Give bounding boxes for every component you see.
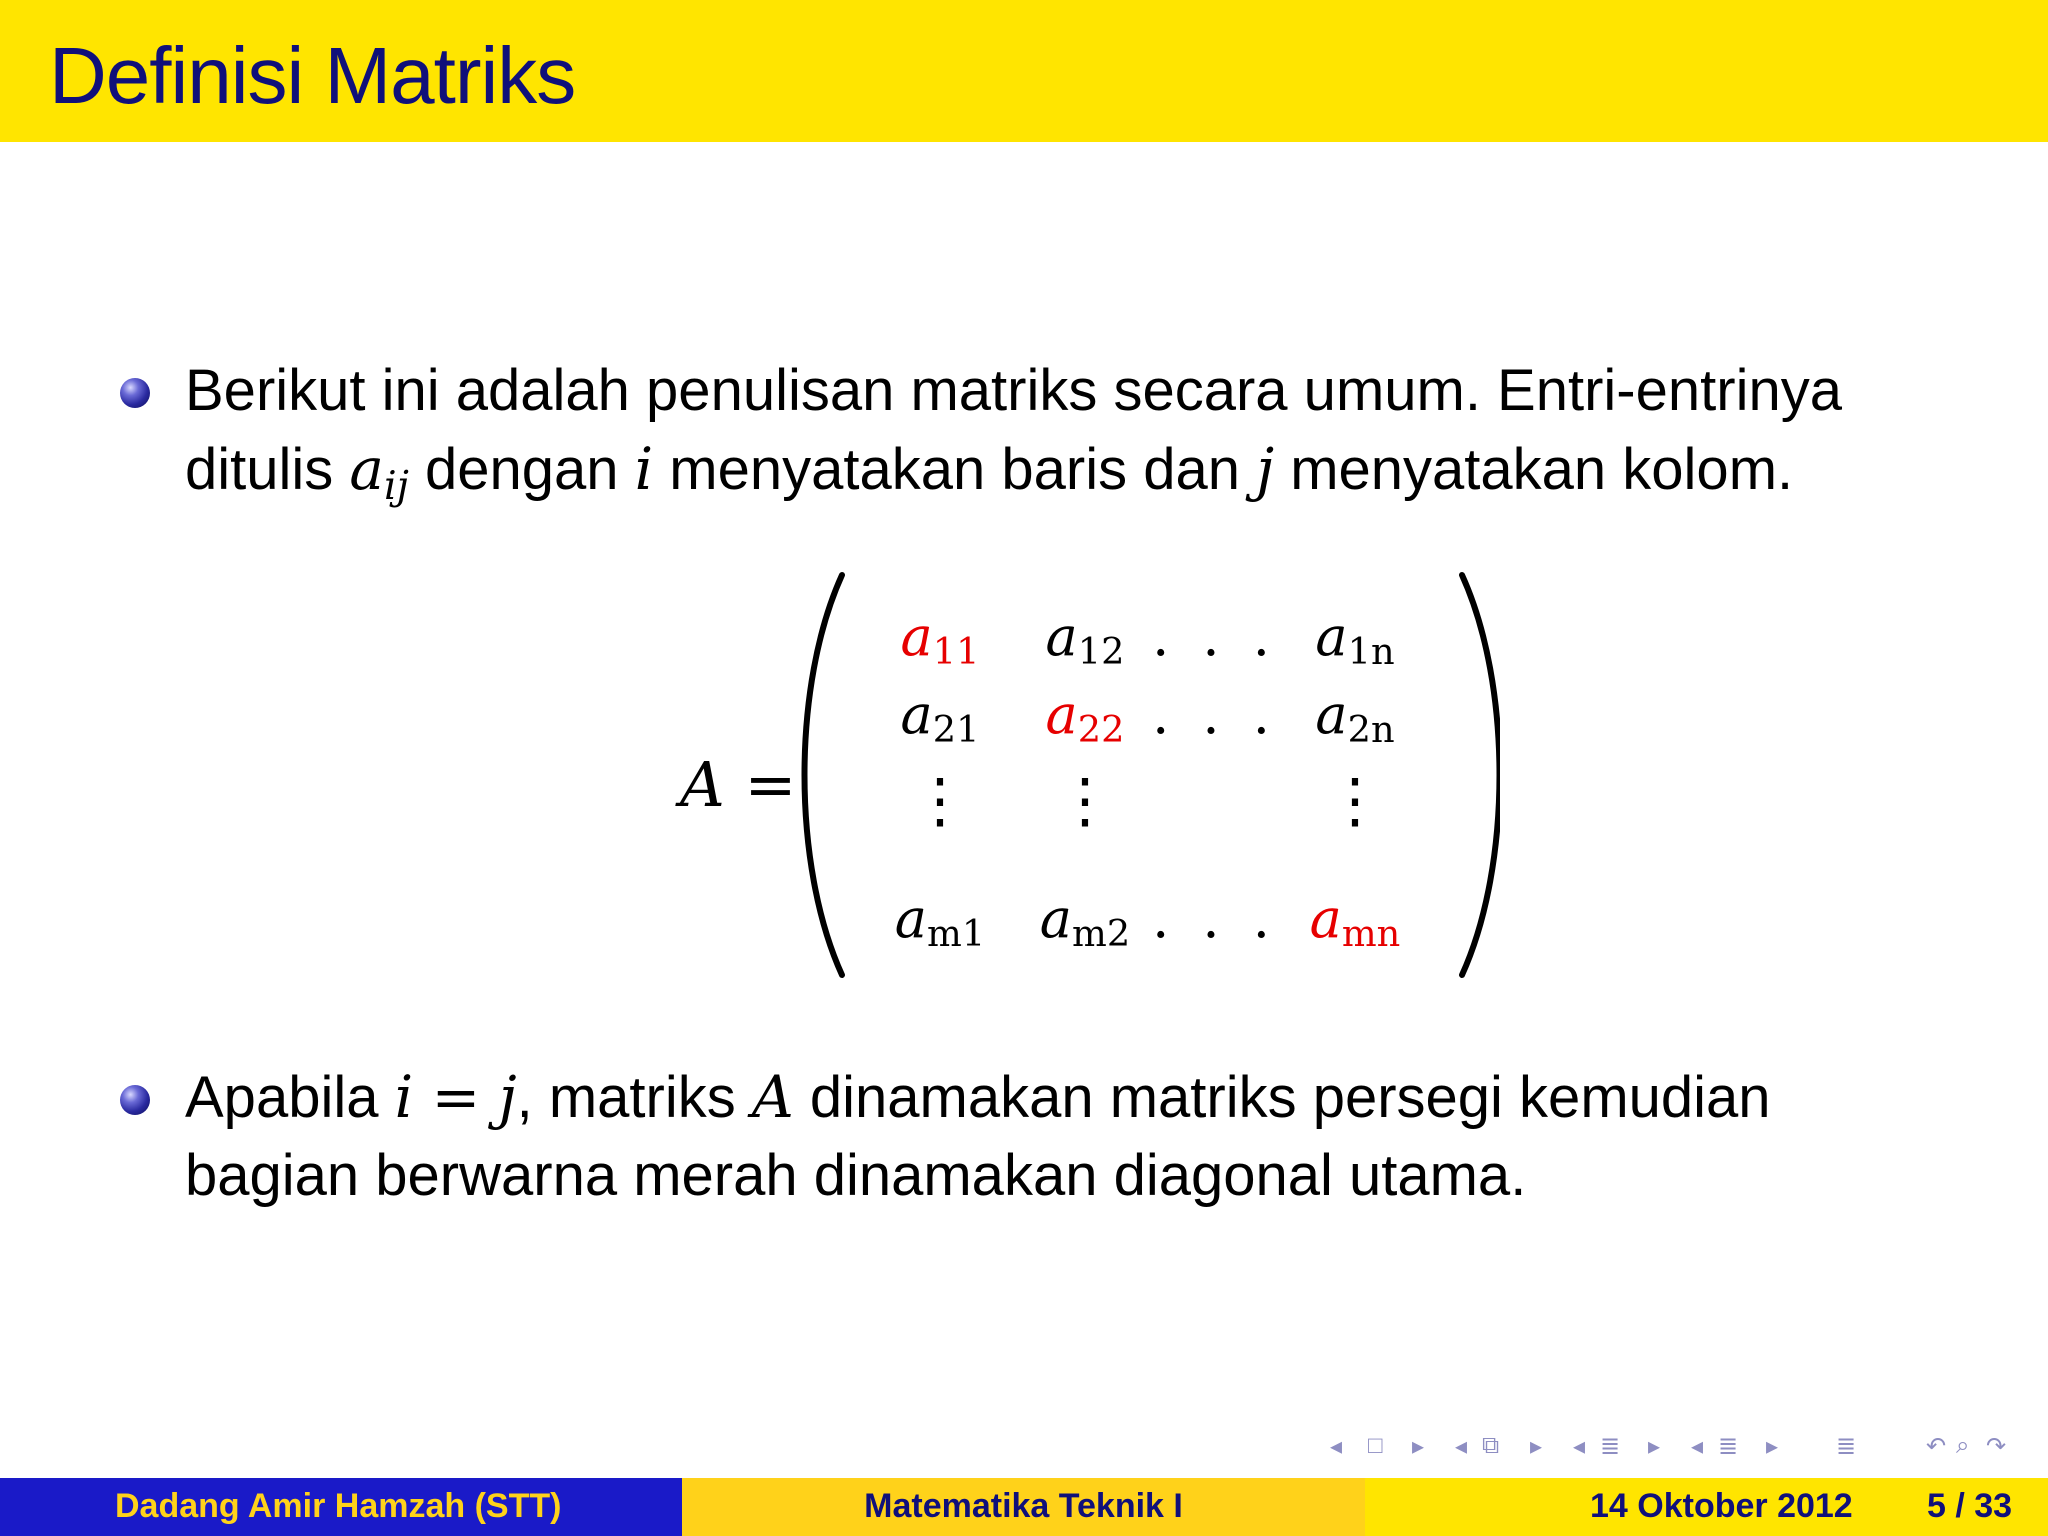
matrix-entry-a2n: $a_{2n}$ (1315, 683, 1395, 752)
frame-icon[interactable]: □ (1368, 1432, 1383, 1459)
arrow-left-icon[interactable]: ◂ (1573, 1433, 1586, 1460)
footer-course-box (682, 1478, 1365, 1536)
matrix-vdots: ⋮ (1055, 766, 1115, 836)
matrix-entry-amn: $a_{mn}$ (1309, 887, 1401, 956)
math-subscript: ij (384, 462, 409, 509)
footer-author-box (0, 1478, 682, 1536)
footer-date-box (1365, 1478, 2048, 1536)
math-a-ij (349, 435, 409, 509)
text-run: menyatakan kolom. (1274, 437, 1794, 502)
math-var-i: i (634, 435, 654, 503)
title-bar (0, 0, 2048, 142)
redo-icon[interactable]: ↷ (1986, 1433, 2007, 1460)
matrix-vdots: ⋮ (1325, 766, 1385, 836)
matrix-hdots: . . . (1152, 683, 1278, 746)
footer-course: Matematika Teknik I (864, 1487, 1183, 1525)
search-icon[interactable]: ⌕ (1956, 1432, 1970, 1459)
text-run: , matriks (516, 1065, 752, 1130)
text-run: menyatakan baris dan (653, 437, 1257, 502)
left-paren (805, 575, 843, 975)
text-run: dengan (408, 437, 635, 502)
bullet-icon (120, 1085, 150, 1115)
math-var-j: j (1256, 435, 1275, 503)
matrix-entry-a12: $a_{12}$ (1045, 605, 1125, 674)
arrow-right-icon[interactable]: ▸ (1530, 1433, 1543, 1460)
matrix-hdots: . . . (1152, 887, 1278, 950)
math-var-A: A (751, 1063, 794, 1131)
text-run: dinamakan matriks persegi kemudian (793, 1065, 1771, 1130)
bullet-1-line-2 (185, 430, 1985, 509)
subsection-icon[interactable]: ⧉ (1482, 1432, 1500, 1459)
matrix-hdots: . . . (1152, 605, 1278, 668)
subsection-list-icon[interactable]: ≣ (1718, 1433, 1739, 1460)
text-run: Apabila (185, 1065, 395, 1130)
arrow-left-icon[interactable]: ◂ (1455, 1433, 1468, 1460)
right-paren (1462, 575, 1500, 975)
text-run: ditulis (185, 437, 350, 502)
bullet-2-line-1 (185, 1058, 1985, 1137)
bullet-2-line-2: bagian berwarna merah dinamakan diagonal utama. (185, 1143, 1527, 1208)
matrix-entry-a22: $a_{22}$ (1045, 683, 1125, 752)
arrow-right-icon[interactable]: ▸ (1412, 1433, 1425, 1460)
bullet-1-text (185, 352, 1985, 509)
matrix-lhs: A = (680, 748, 797, 821)
footer-page-number: 5 / 33 (1927, 1487, 2013, 1525)
section-icon[interactable]: ≣ (1600, 1433, 1621, 1460)
arrow-right-icon[interactable]: ▸ (1648, 1433, 1661, 1460)
slide-title: Definisi Matriks (49, 31, 576, 120)
matrix-entry-a1n: $a_{1n}$ (1315, 605, 1395, 674)
matrix-entry-am2: $a_{m2}$ (1039, 887, 1131, 956)
bullet-2-text (185, 1058, 1985, 1215)
footer-date: 14 Oktober 2012 (1590, 1487, 1853, 1525)
bullet-1-line-1: Berikut ini adalah penulisan matriks secara umum. Entri-entrinya (185, 358, 1842, 423)
beamer-navigation[interactable] (1330, 1432, 2040, 1462)
math-var: a (349, 435, 384, 503)
bullet-icon (120, 378, 150, 408)
arrow-right-icon[interactable]: ▸ (1766, 1433, 1779, 1460)
footer-author: Dadang Amir Hamzah (STT) (115, 1487, 562, 1525)
matrix-entry-a11: $a_{11}$ (900, 605, 980, 674)
toc-icon[interactable]: ≣ (1836, 1433, 1857, 1460)
undo-icon[interactable]: ↶ (1926, 1433, 1947, 1460)
arrow-left-icon[interactable]: ◂ (1691, 1433, 1704, 1460)
math-i-equals-j: i = j (394, 1063, 517, 1131)
arrow-left-icon[interactable]: ◂ (1330, 1433, 1343, 1460)
matrix-vdots: ⋮ (910, 766, 970, 836)
matrix-entry-am1: $a_{m1}$ (894, 887, 986, 956)
matrix-entry-a21: $a_{21}$ (900, 683, 980, 752)
